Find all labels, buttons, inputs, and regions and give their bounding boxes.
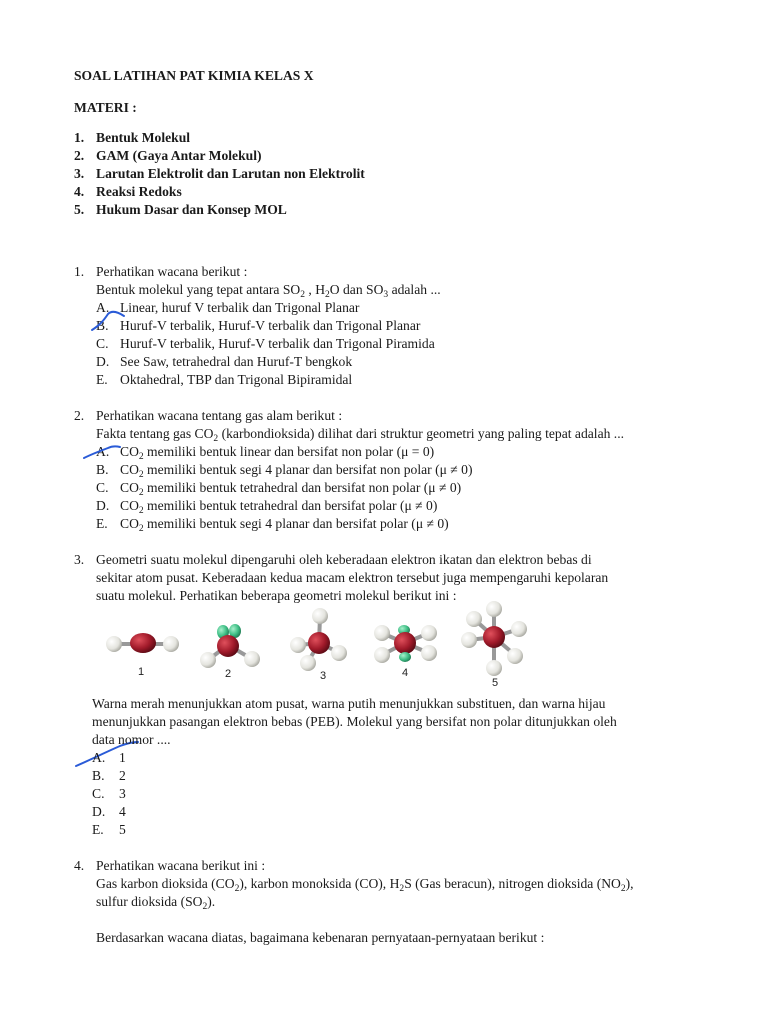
molecule-1-linear [106,633,179,653]
molecule-3-tetrahedral [290,608,347,671]
option-letter: D. [96,498,110,513]
question-text-line: Gas karbon dioksida $(CO_2)$, karbon monoksida (CO), $H_2S$ (Gas beracun), nitrogen dioksida $(NO_2)$, [96,876,634,894]
option-text: Huruf-V terbalik, Huruf-V terbalik dan Trigonal Piramida [120,336,435,351]
option-letter: E. [96,516,108,531]
materi-number: 2. [74,148,85,163]
option-letter: C. [96,336,109,351]
option-text: $CO_2$ memiliki bentuk tetrahedral dan bersifat polar (μ ≠ 0) [120,498,438,516]
option-letter: A. [96,444,110,459]
figure-label-1: 1 [138,666,145,678]
option-letter: E. [92,822,104,837]
option-text: $CO_2$ memiliki bentuk linear dan bersifat non polar (μ = 0) [120,444,435,462]
materi-number: 4. [74,184,85,199]
option-text: 4 [119,804,126,819]
question-intro: Perhatikan wacana berikut : [96,264,248,279]
question-text-line: sekitar atom pusat. Keberadaan kedua macam elektron tersebut juga mempengaruhi kepolaran [96,570,609,585]
figure-label-2: 2 [225,668,232,680]
question-text-line: data nomor .... [92,732,171,747]
option-letter: B. [92,768,105,783]
question-intro: Perhatikan wacana tentang gas alam berikut : [96,408,343,423]
materi-item: GAM (Gaya Antar Molekul) [96,148,262,163]
question-intro: Perhatikan wacana berikut ini : [96,858,266,873]
figure-label-4: 4 [402,667,409,679]
question-stem: Fakta tentang gas $CO_2$ (karbondioksida) dilihat dari struktur geometri yang paling tepat adalah ... [96,426,624,444]
materi-number: 5. [74,202,85,217]
figure-label-5: 5 [492,677,499,689]
option-text: See Saw, tetrahedral dan Huruf-T bengkok [120,354,353,369]
option-letter: C. [92,786,105,801]
option-letter: E. [96,372,108,387]
materi-item: Bentuk Molekul [96,130,191,145]
question-text-line: sulfur dioksida $(SO_2)$. [96,894,216,912]
molecule-5-octahedral [461,601,527,676]
option-text: 3 [119,786,126,801]
option-text: 5 [119,822,126,837]
option-letter: D. [92,804,106,819]
option-letter: A. [92,750,106,765]
question-text-line: Geometri suatu molekul dipengaruhi oleh keberadaan elektron ikatan dan elektron bebas di [96,552,592,567]
figure-label-3: 3 [320,670,327,682]
document-title: SOAL LATIHAN PAT KIMIA KELAS X [74,68,314,83]
question-stem: Bentuk molekul yang tepat antara $SO_2$ , $H_2O$ dan $SO_3$ adalah ... [96,282,441,300]
question-text-line: menunjukkan pasangan elektron bebas (PEB). Molekul yang bersifat non polar ditunjukkan oleh [92,714,617,729]
option-text: 1 [119,750,126,765]
question-number: 1. [74,264,85,279]
option-text: Linear, huruf V terbalik dan Trigonal Planar [120,300,360,315]
materi-item: Hukum Dasar dan Konsep MOL [96,202,287,217]
materi-label: MATERI : [74,100,137,115]
option-text: $CO_2$ memiliki bentuk tetrahedral dan bersifat non polar (μ ≠ 0) [120,480,462,498]
option-text: $CO_2$ memiliki bentuk segi 4 planar dan bersifat polar (μ ≠ 0) [120,516,449,534]
option-text: Oktahedral, TBP dan Trigonal Bipiramidal [120,372,353,387]
option-letter: D. [96,354,110,369]
question-number: 4. [74,858,85,873]
option-text: $CO_2$ memiliki bentuk segi 4 planar dan bersifat non polar (μ ≠ 0) [120,462,473,480]
question-text-line: Warna merah menunjukkan atom pusat, warna putih menunjukkan substituen, dan warna hijau [92,696,606,711]
question-text-line: Berdasarkan wacana diatas, bagaimana kebenaran pernyataan-pernyataan berikut : [96,930,545,945]
materi-number: 3. [74,166,85,181]
molecule-4-square-planar [374,625,437,663]
materi-item: Larutan Elektrolit dan Larutan non Elektrolit [96,166,365,181]
question-number: 3. [74,552,85,567]
option-letter: A. [96,300,110,315]
option-letter: B. [96,462,109,477]
option-letter: C. [96,480,109,495]
option-text: 2 [119,768,126,783]
option-text: Huruf-V terbalik, Huruf-V terbalik dan Trigonal Planar [120,318,421,333]
materi-number: 1. [74,130,85,145]
option-letter: B. [96,318,109,333]
materi-item: Reaksi Redoks [96,184,182,199]
question-number: 2. [74,408,85,423]
question-text-line: suatu molekul. Perhatikan beberapa geometri molekul berikut ini : [96,588,457,603]
molecule-2-bent [200,624,260,668]
